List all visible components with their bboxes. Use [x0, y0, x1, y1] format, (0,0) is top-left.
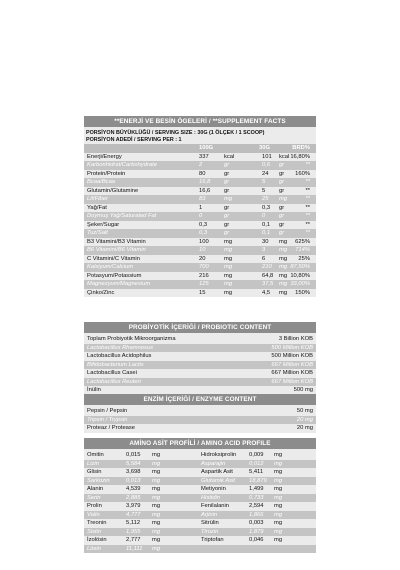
supplement-row: [84, 161, 316, 170]
unit-100g: mg: [224, 289, 233, 296]
amino-value-right: 0,012: [249, 460, 264, 467]
amino-value-right: 0,046: [249, 537, 264, 543]
amino-unit-right: mg: [274, 503, 283, 509]
amino-name-left: Sarkozin: [87, 477, 110, 484]
supplement-row: [84, 229, 316, 238]
brd-percent: **: [305, 196, 310, 202]
value-30g: 30: [262, 238, 269, 245]
col-100g: 100G: [199, 145, 214, 151]
amino-value-right: 1,499: [249, 486, 264, 492]
amino-name-left: Valin: [87, 511, 100, 518]
amino-name-right: Arjinin: [201, 511, 218, 518]
nutrient-name: C Vitamini/C Vitamin: [87, 255, 140, 262]
amino-row: [84, 485, 316, 494]
unit-30g: mg: [279, 238, 288, 245]
amino-value-left: 3,698: [126, 469, 141, 475]
amino-name-right: Sitrülin: [201, 520, 219, 526]
amino-name-left: Alanin: [87, 486, 104, 492]
amino-row: [84, 511, 316, 520]
value-30g: 101: [262, 153, 272, 160]
amino-name-right: Glutamik Asit: [201, 477, 235, 484]
enzyme-value: 50 mg: [296, 408, 313, 414]
amino-row: [84, 519, 316, 528]
amino-value-left: 1,955: [126, 528, 141, 535]
amino-row: [84, 536, 316, 545]
unit-100g: mg: [224, 272, 233, 279]
amino-value-left: 4,539: [126, 486, 141, 492]
brd-percent: 25%: [298, 255, 310, 262]
value-30g: 210: [262, 264, 272, 270]
nutrient-name: Glutamin/Glutamine: [87, 187, 139, 194]
supplement-rows: [84, 153, 316, 298]
nutrient-name: Enerji/Energy: [87, 153, 122, 160]
nutrient-name: Protein/Protein: [87, 170, 126, 177]
amino-name-right: Asparajin: [201, 460, 226, 467]
value-30g: 4,5: [262, 289, 271, 296]
value-100g: 2: [199, 162, 203, 168]
supplement-column-header: [84, 144, 316, 153]
nutrient-name: Tuz/Salt: [87, 230, 108, 236]
unit-100g: mg: [224, 247, 233, 253]
nutrient-name: B6 Vitamini/B6 Vitamin: [87, 247, 146, 253]
nutrient-name: Lif/Fiber: [87, 196, 108, 202]
value-100g: 83: [199, 196, 206, 202]
probiotic-value: 667 Million KOB: [271, 378, 313, 385]
unit-30g: gr: [279, 204, 285, 211]
probiotic-value: 3 Billion KOB: [278, 336, 313, 342]
amino-unit-left: mg: [152, 503, 161, 509]
unit-30g: kcal: [279, 153, 290, 160]
brd-percent: **: [305, 221, 310, 228]
unit-100g: mg: [224, 255, 233, 262]
brd-percent: 87,50%: [290, 264, 310, 270]
brd-percent: 10,80%: [290, 272, 310, 279]
unit-100g: mg: [224, 281, 233, 287]
enzyme-panel: [84, 394, 316, 433]
value-100g: 16,6: [199, 187, 211, 194]
amino-unit-right: mg: [274, 469, 283, 475]
amino-row: [84, 545, 316, 554]
brd-percent: **: [305, 204, 310, 211]
probiotic-name: Lactobacillus Rhamnosus: [87, 344, 154, 351]
value-100g: 15: [199, 289, 206, 296]
value-30g: 0,1: [262, 230, 271, 236]
value-100g: 100: [199, 238, 209, 245]
unit-30g: mg: [279, 281, 288, 287]
probiotic-row: [84, 344, 316, 353]
unit-30g: mg: [279, 196, 288, 202]
amino-value-right: 18,879: [249, 477, 267, 484]
amino-unit-left: mg: [152, 494, 161, 501]
supplement-row: [84, 263, 316, 272]
amino-value-left: 0,015: [126, 452, 141, 458]
brd-percent: **: [305, 187, 310, 194]
amino-name-right: Histidin: [201, 494, 221, 501]
amino-value-right: 1,879: [249, 528, 264, 535]
nutrient-name: Kalsiyum/Calcium: [87, 264, 134, 270]
probiotic-panel: [84, 322, 316, 395]
supplement-row: [84, 170, 316, 179]
supplement-row: [84, 272, 316, 281]
brd-percent: **: [305, 213, 310, 219]
amino-unit-right: mg: [274, 537, 283, 543]
amino-unit-left: mg: [152, 486, 161, 492]
value-30g: 6: [262, 255, 266, 262]
unit-30g: mg: [279, 289, 288, 296]
amino-name-left: Serin: [87, 494, 101, 501]
amino-value-left: 0,013: [126, 477, 141, 484]
unit-100g: gr: [224, 204, 230, 211]
probiotic-name: Toplam Probiyotik Mikroorganizma: [87, 336, 176, 342]
supplement-row: [84, 178, 316, 187]
unit-30g: gr: [279, 170, 285, 177]
amino-value-left: 11,111: [126, 545, 143, 552]
enzyme-row: [84, 424, 316, 433]
nutrient-name: Çinko/Zinc: [87, 289, 115, 296]
amino-value-right: 0,003: [249, 520, 264, 526]
amino-name-left: Treonin: [87, 520, 107, 526]
probiotic-value: 667 Million KOB: [271, 361, 313, 368]
amino-row: [84, 477, 316, 486]
unit-100g: gr: [224, 170, 230, 177]
probiotic-name: İnülin: [87, 387, 101, 393]
amino-row: [84, 460, 316, 469]
unit-100g: kcal: [224, 153, 235, 160]
amino-value-right: 0,009: [249, 452, 264, 458]
value-30g: 37,5: [262, 281, 274, 287]
amino-title: AMİNO ASİT PROFİLİ / AMINO ACID PROFILE: [84, 438, 316, 449]
unit-100g: mg: [224, 238, 233, 245]
value-100g: 10: [199, 247, 206, 253]
value-100g: 125: [199, 281, 209, 287]
probiotic-title: PROBİYOTİK İÇERİĞİ / PROBIOTIC CONTENT: [84, 322, 316, 333]
probiotic-name: Lactobacillus Reuteri: [87, 378, 141, 385]
unit-100g: gr: [224, 179, 230, 185]
unit-100g: gr: [224, 221, 230, 228]
brd-percent: 160%: [295, 170, 310, 177]
amino-value-left: 2,777: [126, 537, 141, 543]
amino-unit-left: mg: [152, 511, 161, 518]
supplement-row: [84, 221, 316, 230]
supplement-row: [84, 187, 316, 196]
amino-name-left: Omitin: [87, 452, 104, 458]
value-30g: 3: [262, 247, 266, 253]
unit-30g: gr: [279, 213, 285, 219]
supplement-row: [84, 212, 316, 221]
amino-name-left: Sistin: [87, 528, 102, 535]
supplement-row: [84, 153, 316, 162]
amino-row: [84, 502, 316, 511]
amino-name-right: Tirozin: [201, 528, 219, 535]
unit-100g: gr: [224, 162, 230, 168]
value-100g: 1: [199, 204, 203, 211]
value-30g: 5: [262, 179, 266, 185]
unit-30g: mg: [279, 272, 288, 279]
amino-value-right: 5,411: [249, 469, 264, 475]
amino-name-right: Aspartik Asit: [201, 469, 233, 475]
value-100g: 700: [199, 264, 209, 270]
enzyme-title: ENZİM İÇERİĞİ / ENZYME CONTENT: [84, 394, 316, 405]
value-30g: 0,6: [262, 162, 271, 168]
servings-per: PORSİYON ADEDİ / SERVING PER : 1: [86, 137, 182, 143]
supplement-row: [84, 204, 316, 213]
enzyme-value: 20 mg: [296, 416, 313, 423]
amino-name-left: Prolin: [87, 503, 102, 509]
brd-percent: **: [305, 162, 310, 168]
value-100g: 216: [199, 272, 209, 279]
amino-row: [84, 451, 316, 460]
probiotic-rows: [84, 335, 316, 395]
serving-size: PORSİYON BÜYÜKLÜĞÜ / SERVING SIZE : 30G (1 ÖLÇEK / 1 SCOOP): [86, 130, 265, 136]
value-100g: 0,3: [199, 221, 208, 228]
probiotic-name: Lactobacillus Acidophilus: [87, 353, 152, 359]
supplement-row: [84, 246, 316, 255]
amino-unit-left: mg: [152, 545, 161, 552]
supplement-row: [84, 255, 316, 264]
enzyme-name: Tripsin / Trypsin: [87, 416, 128, 423]
amino-value-left: 2,885: [126, 494, 141, 501]
unit-100g: gr: [224, 213, 230, 219]
value-100g: 337: [199, 153, 209, 160]
value-100g: 16,8: [199, 179, 211, 185]
amino-unit-left: mg: [152, 477, 161, 484]
amino-name-right: Fenilalanin: [201, 503, 230, 509]
supplement-facts-panel: [84, 116, 316, 297]
amino-value-right: 2,594: [249, 503, 264, 509]
amino-value-left: 5,584: [126, 460, 141, 467]
nutrient-name: Bcaa/Bcaa: [87, 179, 116, 185]
amino-unit-left: mg: [152, 528, 161, 535]
probiotic-row: [84, 369, 316, 378]
probiotic-name: Bifidobacterium Lactis: [87, 361, 144, 368]
brd-percent: 16,80%: [290, 153, 310, 160]
unit-30g: gr: [279, 221, 285, 228]
amino-value-left: 4,777: [126, 511, 141, 518]
amino-value-left: 3,979: [126, 503, 141, 509]
amino-value-left: 5,112: [126, 520, 141, 526]
amino-unit-right: mg: [274, 511, 283, 518]
amino-unit-right: mg: [274, 520, 283, 526]
enzyme-name: Proteaz / Protease: [87, 425, 136, 431]
amino-name-right: Metiyonin: [201, 486, 226, 492]
value-30g: 64,8: [262, 272, 274, 279]
probiotic-value: 500 Million KOB: [271, 353, 313, 359]
nutrient-name: Potasyum/Potassium: [87, 272, 142, 279]
unit-30g: gr: [279, 230, 285, 236]
unit-30g: mg: [279, 247, 288, 253]
amino-name-left: Lizin: [87, 460, 99, 467]
amino-row: [84, 468, 316, 477]
amino-unit-right: mg: [274, 528, 283, 535]
nutrient-name: Magnezyum/Magnesium: [87, 281, 151, 287]
probiotic-value: 667 Million KOB: [271, 370, 313, 376]
brd-percent: **: [305, 230, 310, 236]
brd-percent: 33,00%: [290, 281, 310, 287]
unit-30g: mg: [279, 264, 288, 270]
amino-unit-left: mg: [152, 469, 161, 475]
unit-30g: gr: [279, 162, 285, 168]
nutrient-name: B3 Vitamini/B3 Vitamin: [87, 238, 146, 245]
nutrient-name: Şeker/Sugar: [87, 221, 120, 228]
nutrient-name: Karbonhidrat/Carbohydrate: [87, 162, 157, 168]
probiotic-value: 500 Million KOB: [271, 344, 313, 351]
enzyme-row: [84, 407, 316, 416]
enzyme-name: Pepsin / Pepsin: [87, 408, 128, 414]
value-30g: 25: [262, 196, 269, 202]
probiotic-row: [84, 335, 316, 344]
supplement-row: [84, 238, 316, 247]
amino-unit-right: mg: [274, 452, 283, 458]
value-100g: 80: [199, 170, 206, 177]
amino-unit-left: mg: [152, 460, 161, 467]
enzyme-row: [84, 416, 316, 425]
unit-30g: mg: [279, 255, 288, 262]
amino-unit-left: mg: [152, 537, 161, 543]
supplement-row: [84, 280, 316, 289]
amino-value-right: 1,866: [249, 511, 264, 518]
probiotic-row: [84, 378, 316, 387]
amino-name-right: Triptofan: [201, 537, 224, 543]
brd-percent: 150%: [295, 289, 310, 296]
brd-percent: 714%: [295, 247, 310, 253]
amino-row: [84, 494, 316, 503]
unit-30g: gr: [279, 179, 285, 185]
value-100g: 0: [199, 213, 203, 219]
amino-unit-left: mg: [152, 452, 161, 458]
amino-value-right: 0,733: [249, 494, 264, 501]
brd-percent: 625%: [295, 238, 310, 245]
value-30g: 0: [262, 213, 266, 219]
value-30g: 0,1: [262, 221, 271, 228]
value-30g: 24: [262, 170, 269, 177]
amino-unit-right: mg: [274, 460, 283, 467]
amino-name-left: Glisin: [87, 469, 102, 475]
probiotic-value: 500 mg: [293, 387, 313, 393]
nutrient-name: Yağ/Fat: [87, 204, 107, 211]
unit-100g: mg: [224, 264, 233, 270]
amino-unit-right: mg: [274, 486, 283, 492]
nutrient-name: Doymuş Yağ/Saturated Fat: [87, 213, 157, 219]
amino-row: [84, 528, 316, 537]
unit-30g: gr: [279, 187, 285, 194]
unit-100g: mg: [224, 196, 233, 202]
value-100g: 0,3: [199, 230, 208, 236]
unit-100g: gr: [224, 187, 230, 194]
supplement-row: [84, 195, 316, 204]
amino-name-left: İzolösin: [87, 537, 107, 543]
supplement-row: [84, 289, 316, 298]
col-30g: 30G: [259, 145, 270, 151]
value-30g: 0,3: [262, 204, 271, 211]
amino-unit-left: mg: [152, 520, 161, 526]
amino-rows: [84, 451, 316, 553]
amino-name-right: Hidroksiprolin: [201, 452, 237, 458]
value-30g: 5: [262, 187, 266, 194]
probiotic-row: [84, 361, 316, 370]
brd-percent: **: [305, 179, 310, 185]
value-100g: 20: [199, 255, 206, 262]
amino-unit-right: mg: [274, 494, 283, 501]
enzyme-value: 20 mg: [296, 425, 313, 431]
probiotic-name: Lactobacillus Casei: [87, 370, 137, 376]
col-brd: BRD%: [292, 145, 310, 151]
amino-unit-right: mg: [274, 477, 283, 484]
unit-100g: gr: [224, 230, 230, 236]
amino-panel: [84, 438, 316, 553]
amino-name-left: Lösin: [87, 545, 101, 552]
probiotic-row: [84, 352, 316, 361]
supplement-facts-title: **ENERJİ VE BESİN ÖGELERİ / **SUPPLEMENT FACTS: [84, 116, 316, 127]
enzyme-rows: [84, 407, 316, 433]
